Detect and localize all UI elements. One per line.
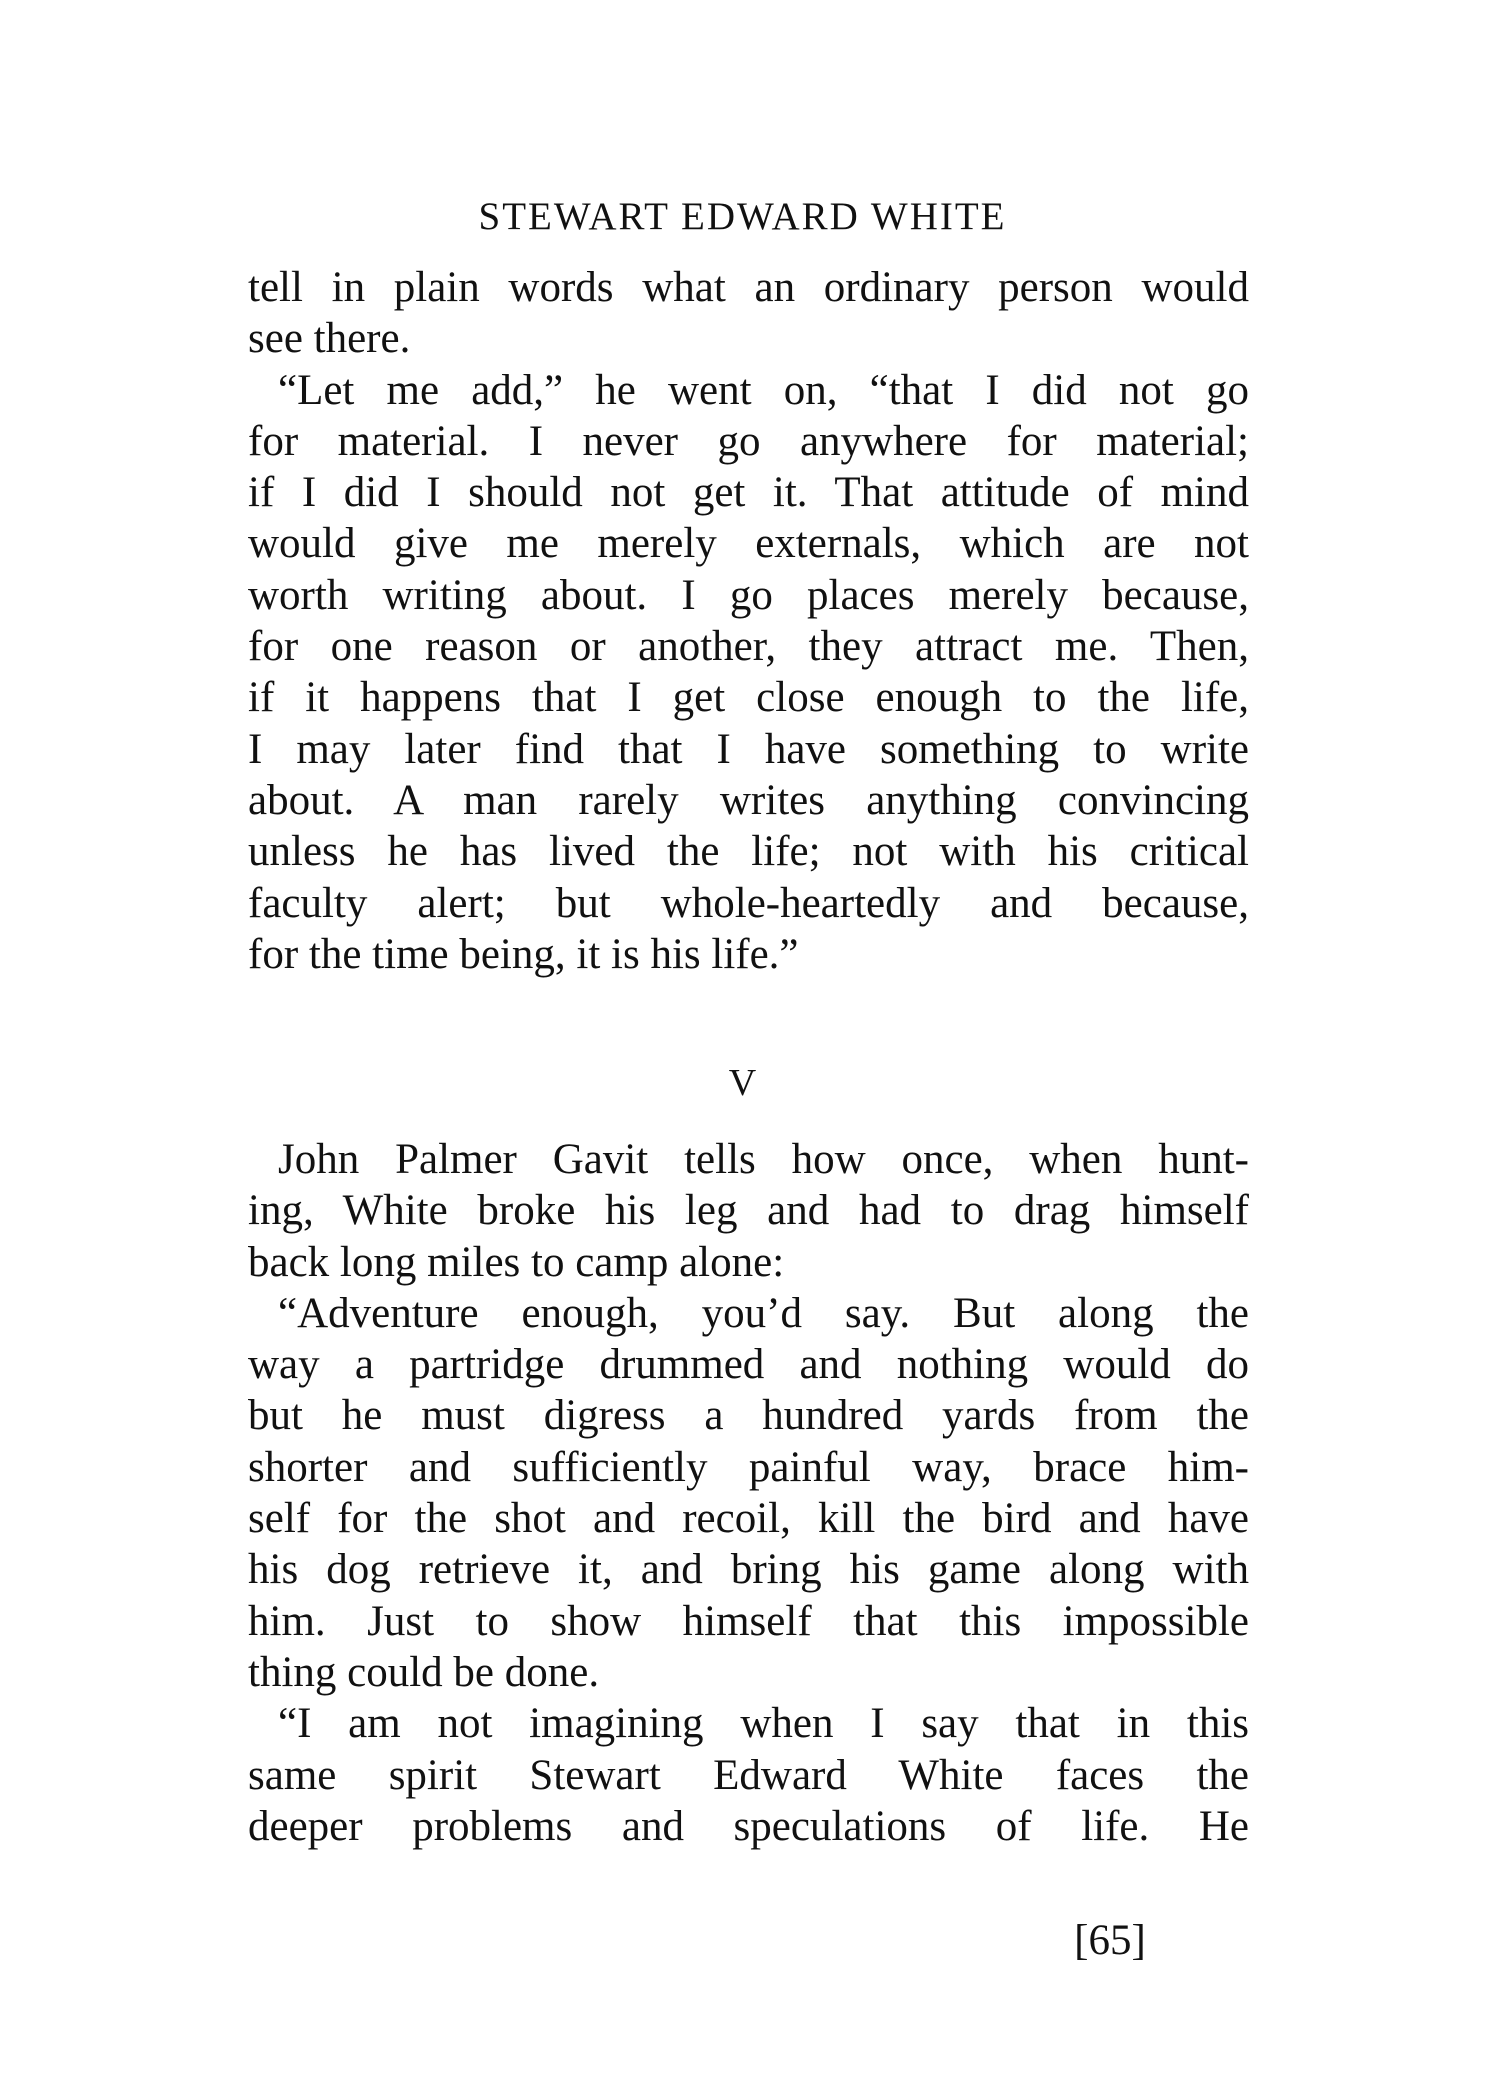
text-line: his dog retrieve it, and bring his game along with (248, 1546, 1249, 1594)
text-line: “I am not imagining when I say that in this (278, 1700, 1249, 1748)
text-line: worth writing about. I go places merely because, (248, 571, 1249, 619)
text-line: unless he has lived the life; not with his critical (248, 828, 1249, 876)
text-line: back long miles to camp alone: (248, 1238, 785, 1286)
text-line: him. Just to show himself that this impossible (248, 1597, 1249, 1645)
text-line: for material. I never go anywhere for material; (248, 417, 1249, 465)
text-block-1 (248, 262, 1249, 980)
text-line: I may later find that I have something to write (248, 725, 1249, 773)
text-block-2 (248, 1134, 1249, 1852)
text-line: faculty alert; but whole-heartedly and because, (248, 879, 1249, 927)
text-line: way a partridge drummed and nothing would do (248, 1341, 1249, 1389)
text-line: self for the shot and recoil, kill the bird and have (248, 1495, 1249, 1543)
text-line: shorter and sufficiently painful way, brace him- (248, 1443, 1249, 1491)
text-line: “Let me add,” he went on, “that I did not go (278, 366, 1249, 414)
text-line: would give me merely externals, which are not (248, 520, 1249, 568)
text-line: see there. (248, 315, 411, 363)
running-head: STEWART EDWARD WHITE (478, 195, 1007, 238)
text-line: but he must digress a hundred yards from the (248, 1392, 1249, 1440)
text-line: deeper problems and speculations of life. He (248, 1802, 1249, 1850)
section-number: V (728, 1062, 757, 1104)
text-line: thing could be done. (248, 1648, 600, 1696)
page-number: [65] (1074, 1917, 1146, 1964)
text-line: for one reason or another, they attract me. Then, (248, 623, 1249, 671)
text-line: “Adventure enough, you’d say. But along the (278, 1289, 1249, 1337)
text-line: John Palmer Gavit tells how once, when hunt- (278, 1136, 1249, 1183)
text-line: ing, White broke his leg and had to drag himself (248, 1187, 1249, 1235)
text-line: same spirit Stewart Edward White faces the (248, 1751, 1249, 1799)
text-line: if it happens that I get close enough to the life, (248, 674, 1249, 722)
text-line: about. A man rarely writes anything convincing (248, 776, 1249, 824)
text-line: tell in plain words what an ordinary person would (248, 264, 1249, 311)
text-line: if I did I should not get it. That attitude of mind (248, 469, 1249, 517)
text-line: for the time being, it is his life.” (248, 930, 799, 978)
